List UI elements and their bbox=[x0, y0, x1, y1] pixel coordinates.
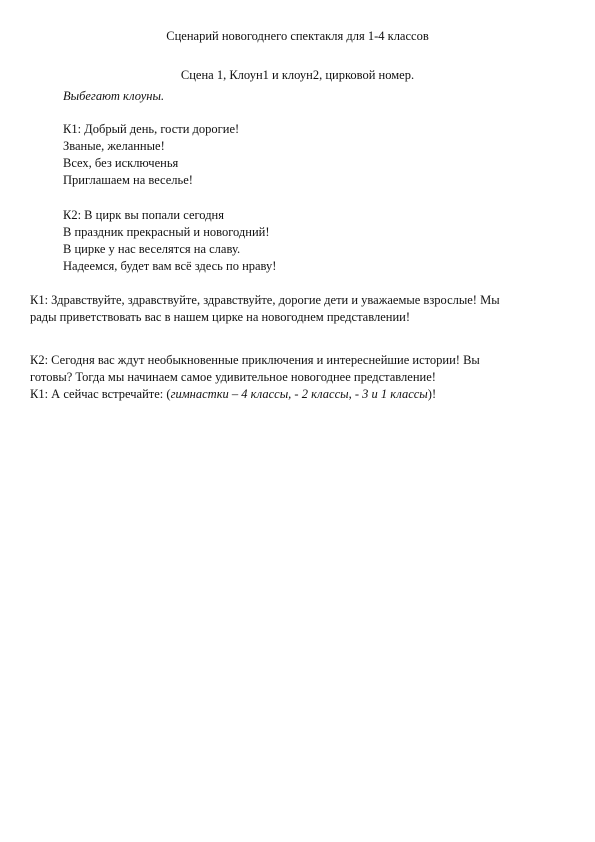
verse-line: К2: В цирк вы попали сегодня bbox=[63, 208, 224, 222]
verse-line: В цирке у нас веселятся на славу. bbox=[63, 242, 241, 256]
paragraph-line: К2: Сегодня вас ждут необыкновенные приключения и интереснейшие истории! Вы bbox=[30, 353, 480, 367]
announcement-lead: К1: А сейчас встречайте: ( bbox=[30, 387, 171, 401]
verse-clown2 bbox=[63, 207, 276, 275]
verse-line: Званые, желанные! bbox=[63, 139, 165, 153]
announcement-tail: )! bbox=[427, 387, 437, 401]
paragraph-line: рады приветствовать вас в нашем цирке на новогоднем представлении! bbox=[30, 310, 410, 324]
announcement-performers: гимнастки – 4 классы, - 2 классы, - 3 и 1 классы bbox=[170, 387, 428, 401]
document-title: Сценарий новогоднего спектакля для 1-4 классов bbox=[166, 29, 429, 43]
dialogue-paragraph-k1-announcement bbox=[30, 386, 570, 403]
verse-clown1 bbox=[63, 121, 239, 189]
dialogue-paragraph-k1-greeting bbox=[30, 292, 570, 326]
verse-line: Надеемся, будет вам всё здесь по нраву! bbox=[63, 259, 277, 273]
paragraph-line: К1: Здравствуйте, здравствуйте, здравствуйте, дорогие дети и уважаемые взрослые! Мы bbox=[30, 293, 500, 307]
paragraph-line: готовы? Тогда мы начинаем самое удивительное новогоднее представление! bbox=[30, 370, 436, 384]
paragraph-line bbox=[30, 386, 570, 403]
verse-line: В праздник прекрасный и новогодний! bbox=[63, 225, 270, 239]
scene-heading: Сцена 1, Клоун1 и клоун2, цирковой номер. bbox=[180, 68, 415, 82]
verse-line: К1: Добрый день, гости дорогие! bbox=[63, 122, 240, 136]
dialogue-paragraph-k2-adventures bbox=[30, 352, 570, 386]
stage-direction: Выбегают клоуны. bbox=[63, 89, 165, 103]
verse-line: Всех, без исключенья bbox=[63, 156, 179, 170]
verse-line: Приглашаем на веселье! bbox=[63, 173, 193, 187]
